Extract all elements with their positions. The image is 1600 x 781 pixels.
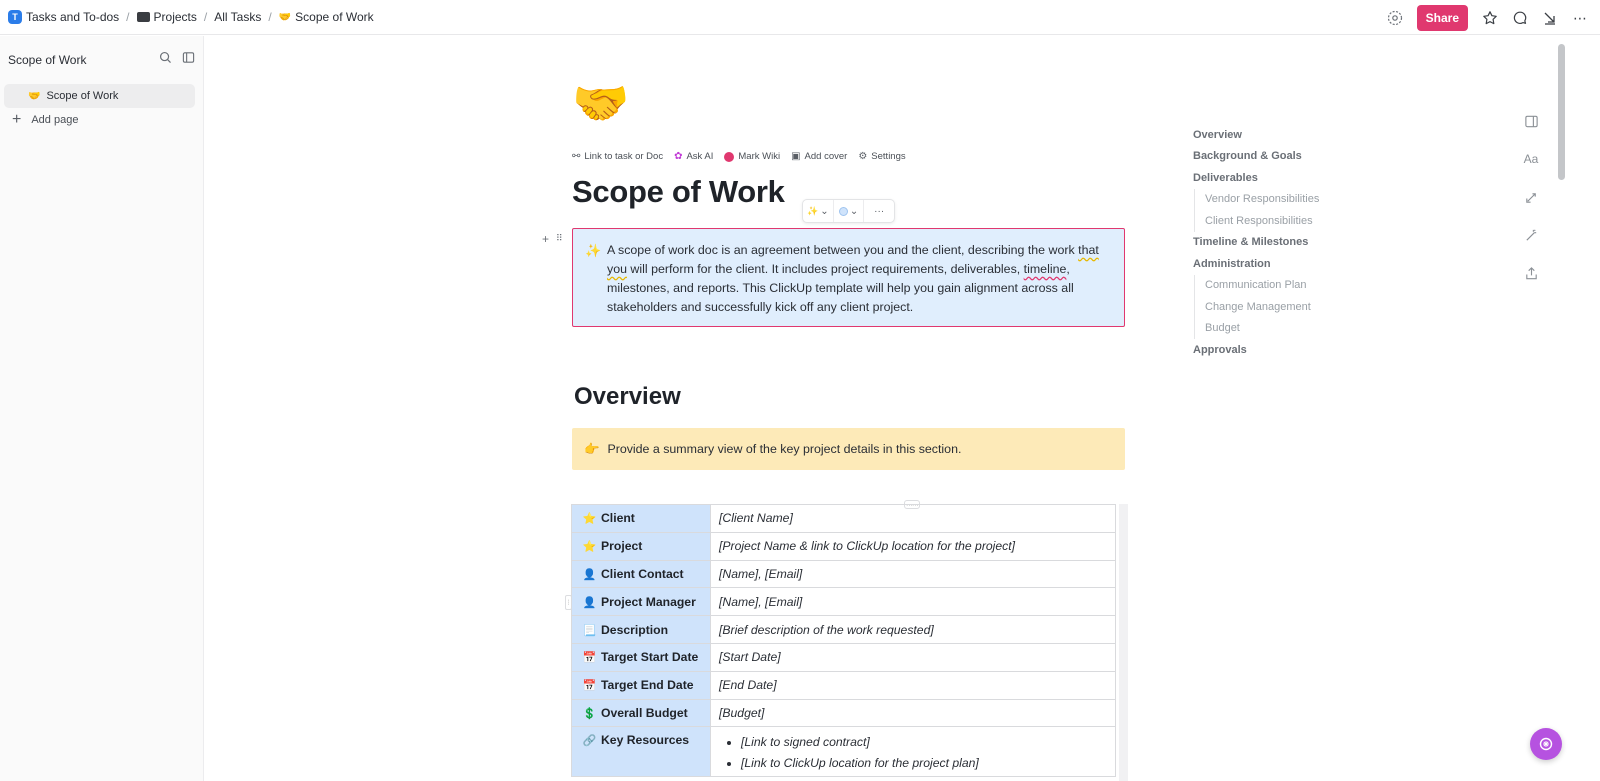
link-to-task-button[interactable] <box>572 151 663 162</box>
ask-ai-button[interactable] <box>674 151 713 162</box>
table-key-cell[interactable] <box>572 671 711 699</box>
table-key-cell[interactable] <box>572 727 711 777</box>
color-dot-icon <box>839 207 848 216</box>
doc-icon-handshake[interactable]: 🤝 <box>572 77 630 129</box>
link-to-task-label: Link to task or Doc <box>584 151 664 162</box>
top-right-toolbar <box>1387 5 1588 31</box>
toc-item-budget[interactable]: Budget <box>1194 318 1393 340</box>
page-scrollbar[interactable] <box>1558 44 1565 180</box>
ai-format-button[interactable] <box>803 200 834 222</box>
table-key-label: Project <box>601 539 643 554</box>
wiki-badge-icon <box>724 152 734 162</box>
breadcrumb <box>8 10 374 24</box>
relationship-icon[interactable] <box>1522 188 1540 206</box>
intro-text-1: A scope of work doc is an agreement between you and the client, describing the work <box>607 243 1079 257</box>
toc-item-client-responsibilities[interactable]: Client Responsibilities <box>1194 210 1393 232</box>
table-row <box>572 505 1116 533</box>
intro-callout[interactable] <box>572 228 1125 327</box>
table-row <box>572 616 1116 644</box>
table-key-label: Project Manager <box>601 594 696 609</box>
table-key-cell[interactable] <box>572 560 711 588</box>
table-value-cell[interactable]: [Start Date] <box>711 643 1116 671</box>
block-format-toolbar <box>802 199 895 223</box>
table-value-cell[interactable] <box>711 727 1116 777</box>
sidebar-title: Scope of Work <box>8 53 87 67</box>
sparkle-icon: ✨ <box>807 205 819 216</box>
sidebar-tools <box>159 51 195 69</box>
intro-word-that: that <box>1078 243 1099 257</box>
table-value-cell[interactable]: [Budget] <box>711 699 1116 727</box>
toc-item-administration[interactable]: Administration <box>1193 257 1271 270</box>
top-bar <box>0 0 1600 35</box>
sidebar-header <box>0 36 203 84</box>
resource-link[interactable]: • [Link to ClickUp location for the project plan] <box>741 753 1107 774</box>
toc-item-approvals[interactable]: Approvals <box>1193 343 1247 356</box>
page-details-icon[interactable] <box>1522 112 1540 130</box>
link-icon: ⚯ <box>572 151 581 162</box>
resource-list <box>719 732 1107 774</box>
breadcrumb-folder-label: Projects <box>153 10 197 24</box>
block-more-button[interactable] <box>864 200 894 222</box>
star-icon: ⭐ <box>582 513 597 526</box>
breadcrumb-list[interactable] <box>214 10 261 24</box>
mark-wiki-button[interactable] <box>724 151 780 162</box>
row-drag-handle[interactable]: ⋮ <box>565 595 572 610</box>
toc-item-overview[interactable]: Overview <box>1193 128 1242 141</box>
table-of-contents <box>1193 124 1393 361</box>
table-key-label: Key Resources <box>601 733 690 748</box>
ai-assistant-button[interactable] <box>1530 728 1562 760</box>
table-key-cell[interactable] <box>572 505 711 533</box>
gear-icon: ⚙ <box>858 151 868 162</box>
breadcrumb-space-label: Tasks and To-dos <box>26 10 120 24</box>
toc-item-timeline-milestones[interactable]: Timeline & Milestones <box>1193 236 1309 249</box>
pointing-hand-icon: 👉 <box>584 441 600 456</box>
settings-label: Settings <box>871 151 906 162</box>
sidebar-item-scope-of-work[interactable] <box>4 84 195 108</box>
star-icon[interactable] <box>1482 10 1498 26</box>
calendar-icon: 📅 <box>582 680 597 693</box>
resource-link[interactable]: • [Link to signed contract] <box>741 732 1107 753</box>
table-value-cell[interactable]: [Client Name] <box>711 505 1116 533</box>
breadcrumb-doc-label: Scope of Work <box>295 10 374 24</box>
toc-item-deliverables[interactable]: Deliverables <box>1193 171 1258 184</box>
ai-brain-icon <box>1538 736 1554 752</box>
overview-heading[interactable]: Overview <box>574 383 681 410</box>
ask-ai-label: Ask AI <box>686 151 714 162</box>
more-options-icon[interactable]: ⋯ <box>1573 9 1587 26</box>
breadcrumb-separator: / <box>126 10 130 24</box>
mark-wiki-label: Mark Wiki <box>738 151 781 162</box>
table-value-cell[interactable]: [Name], [Email] <box>711 588 1116 616</box>
breadcrumb-space[interactable] <box>8 10 119 24</box>
table-key-label: Description <box>601 622 669 637</box>
project-details-table <box>571 504 1127 777</box>
share-button[interactable]: Share <box>1417 5 1468 31</box>
ai-icon: ✿ <box>674 151 683 162</box>
typography-icon[interactable]: Aa <box>1523 152 1539 166</box>
link-icon: 🔗 <box>582 735 597 748</box>
table-drag-handle[interactable]: ⋯⋯ <box>906 501 918 509</box>
breadcrumb-folder[interactable] <box>137 10 197 24</box>
table-row <box>572 699 1116 727</box>
breadcrumb-list-label: All Tasks <box>214 10 262 24</box>
table-row <box>572 588 1116 616</box>
drag-handle-icon[interactable]: ⠿ <box>556 233 563 243</box>
right-tool-rail <box>1522 112 1540 282</box>
intro-word-timeline: timeline <box>1023 262 1067 276</box>
table-value-cell[interactable]: [End Date] <box>711 671 1116 699</box>
table-value-cell[interactable]: [Project Name & link to ClickUp location for the project] <box>711 532 1116 560</box>
add-block-icon[interactable]: + <box>542 232 550 246</box>
settings-button[interactable] <box>858 151 905 162</box>
breadcrumb-separator: / <box>268 10 272 24</box>
table-row <box>572 671 1116 699</box>
summary-callout-text: Provide a summary view of the key project details in this section. <box>607 442 962 456</box>
table-value-cell[interactable]: [Name], [Email] <box>711 560 1116 588</box>
handshake-icon: 🤝 <box>278 11 292 23</box>
magic-wand-icon[interactable] <box>1522 226 1540 244</box>
image-icon: ▣ <box>791 151 801 162</box>
page-title[interactable]: Scope of Work <box>572 174 785 209</box>
table-key-label: Overall Budget <box>601 705 688 720</box>
table-row <box>572 643 1116 671</box>
breadcrumb-doc[interactable] <box>279 10 374 24</box>
collapse-icon[interactable] <box>1542 10 1558 26</box>
intro-text-3: , milestones, and reports. This ClickUp template will help you gain alignment across all stakeholders and successfully kick off any client project. <box>607 262 1074 314</box>
table-row <box>572 560 1116 588</box>
table-key-label: Target End Date <box>601 678 694 693</box>
doc-actions-bar <box>572 151 906 162</box>
table-row <box>572 532 1116 560</box>
block-handle <box>542 232 563 246</box>
add-page-label: Add page <box>31 114 79 126</box>
document-icon: 📃 <box>582 624 597 637</box>
table-row <box>572 727 1116 777</box>
toc-item-vendor-responsibilities[interactable]: Vendor Responsibilities <box>1194 189 1393 211</box>
table-key-cell[interactable] <box>572 616 711 644</box>
table-key-label: Client <box>601 511 635 526</box>
table-key-label: Client Contact <box>601 566 684 581</box>
intro-word-you: you <box>607 262 627 276</box>
star-icon: ⭐ <box>582 541 597 554</box>
doc-sidebar <box>0 36 204 781</box>
search-icon[interactable] <box>159 51 172 69</box>
table-key-cell[interactable] <box>572 699 711 727</box>
chevron-down-icon: ⌄ <box>849 205 859 217</box>
table-value-cell[interactable]: [Brief description of the work requested] <box>711 616 1116 644</box>
add-cover-label: Add cover <box>804 151 848 162</box>
intro-text-2: will perform for the client. It includes project requirements, deliverables, <box>626 262 1024 276</box>
sidebar-item-label: Scope of Work <box>46 90 119 102</box>
add-page-button[interactable] <box>0 108 203 132</box>
sparkle-icon: ✨ <box>585 243 602 258</box>
person-icon: 👤 <box>582 596 597 609</box>
table-key-cell[interactable] <box>572 532 711 560</box>
dollar-icon: 💲 <box>582 707 597 720</box>
table-key-cell[interactable] <box>572 643 711 671</box>
handshake-icon: 🤝 <box>28 90 41 102</box>
calendar-icon: 📅 <box>582 652 597 665</box>
toc-item-change-management[interactable]: Change Management <box>1194 296 1393 318</box>
table-key-cell[interactable] <box>572 588 711 616</box>
add-cover-button[interactable] <box>791 151 847 162</box>
color-picker-button[interactable] <box>834 200 865 222</box>
plus-icon: + <box>12 111 22 128</box>
chevron-down-icon: ⌄ <box>820 205 829 217</box>
toc-item-communication-plan[interactable]: Communication Plan <box>1194 275 1393 297</box>
breadcrumb-separator: / <box>203 10 208 24</box>
space-icon: T <box>8 10 22 24</box>
comment-icon[interactable] <box>1512 10 1528 26</box>
summary-callout[interactable] <box>572 428 1125 470</box>
more-icon: ··· <box>874 205 885 217</box>
sidebar-toggle-icon[interactable] <box>182 51 195 69</box>
table-key-label: Target Start Date <box>601 650 699 665</box>
folder-icon <box>137 12 150 22</box>
toc-item-background-goals[interactable]: Background & Goals <box>1193 150 1302 163</box>
sync-status-icon[interactable] <box>1387 10 1403 26</box>
export-icon[interactable] <box>1522 264 1540 282</box>
person-icon: 👤 <box>582 568 597 581</box>
